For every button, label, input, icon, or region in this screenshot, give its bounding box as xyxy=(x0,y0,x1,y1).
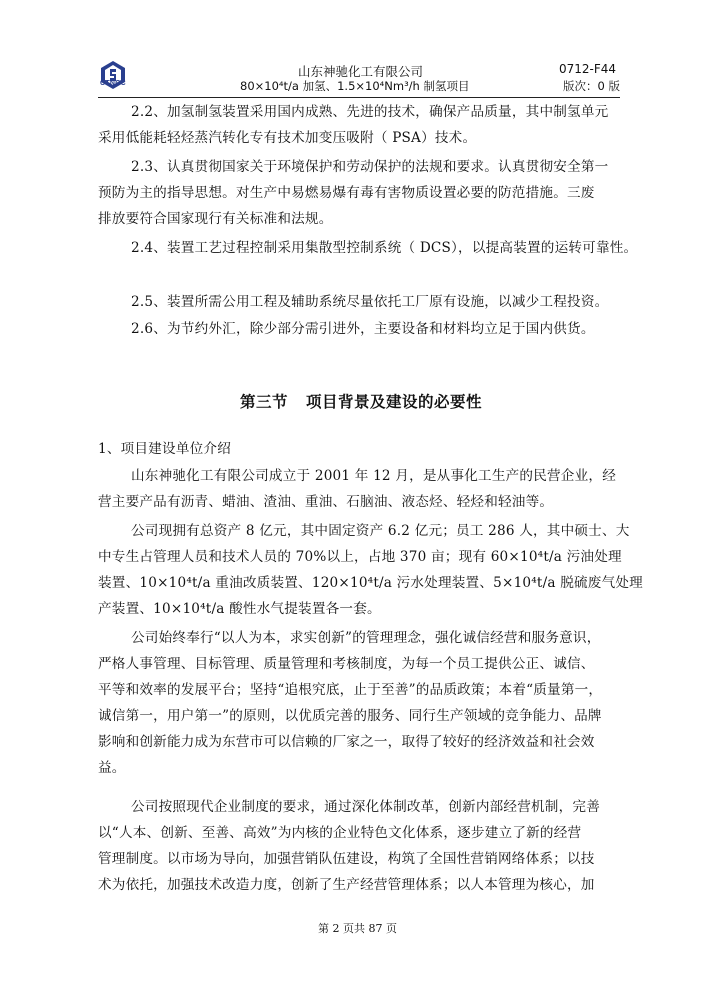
text-line: 预防为主的指导思想。对生产中易燃易爆有毒有害物质设置必要的防范措施。三废 xyxy=(98,185,595,201)
text-line: 公司按照现代企业制度的要求，通过深化体制改革，创新内部经营机制，完善 xyxy=(131,799,600,815)
subheading: 1、项目建设单位介绍 xyxy=(98,441,231,457)
header-doc-code: 0712-F44 xyxy=(558,62,616,76)
text-line: 营主要产品有沥青、蜡油、渣油、重油、石脑油、液态烃、轻烃和轻油等。 xyxy=(98,494,554,510)
text-line: 公司现拥有总资产 8 亿元，其中固定资产 6.2 亿元；员工 286 人，其中硕士、大 xyxy=(131,523,630,539)
header-company: 山东神驰化工有限公司 xyxy=(298,64,424,79)
text-line: 2.6、为节约外汇，除少部分需引进外，主要设备和材料均立足于国内供货。 xyxy=(131,321,595,337)
text-line: 山东神驰化工有限公司成立于 2001 年 12 月，是从事化工生产的民营企业，经 xyxy=(131,468,616,484)
text-line: 装置、10×10⁴t/a 重油改质装置、120×10⁴t/a 污水处理装置、5×10⁴t/a 脱硫废气处理 xyxy=(98,575,643,591)
header-project: 80×10⁴t/a 加氢、1.5×10⁴Nm³/h 制氢项目 xyxy=(240,79,470,93)
text-line: 采用低能耗轻烃蒸汽转化专有技术加变压吸附（ PSA）技术。 xyxy=(98,130,477,146)
company-logo-icon xyxy=(98,56,128,94)
section-heading: 项目背景及建设的必要性 xyxy=(306,393,483,411)
section-title xyxy=(240,390,482,412)
text-line: 以“人本、创新、至善、高效”为内核的企业特色文化体系，逐步建立了新的经营 xyxy=(98,825,582,841)
logo-text: CTNCC xyxy=(100,80,126,87)
text-line: 公司始终奉行“以人为本，求实创新”的管理理念，强化诚信经营和服务意识， xyxy=(131,630,601,646)
page-header xyxy=(98,52,620,98)
text-line: 2.2、加氢制氢装置采用国内成熟、先进的技术，确保产品质量，其中制氢单元 xyxy=(131,104,609,120)
text-line: 2.3、认真贯彻国家关于环境保护和劳动保护的法规和要求。认真贯彻安全第一 xyxy=(131,159,609,175)
text-line: 产装置、10×10⁴t/a 酸性水气提装置各一套。 xyxy=(98,601,381,617)
text-line: 术为依托，加强技术改造力度，创新了生产经营管理体系；以人本管理为核心，加 xyxy=(98,877,595,893)
text-line: 平等和效率的发展平台；坚持“追根究底，止于至善”的品质政策；本着“质量第一， xyxy=(98,682,603,698)
text-line: 影响和创新能力成为东营市可以信赖的厂家之一，取得了较好的经济效益和社会效 xyxy=(98,734,595,750)
section-number: 第三节 xyxy=(240,393,289,411)
text-line: 2.4、装置工艺过程控制采用集散型控制系统（ DCS），以提高装置的运转可靠性。 xyxy=(131,240,638,256)
text-line: 严格人事管理、目标管理、质量管理和考核制度，为每一个员工提供公正、诚信、 xyxy=(98,656,595,672)
header-version: 版次：0 版 xyxy=(563,79,620,93)
text-line: 排放要符合国家现行有关标准和法规。 xyxy=(98,211,333,227)
text-line: 益。 xyxy=(98,760,126,776)
page-footer: 第 2 页共 87 页 xyxy=(318,922,397,935)
text-line: 2.5、装置所需公用工程及辅助系统尽量依托工厂原有设施，以减少工程投资。 xyxy=(131,294,609,310)
text-line: 中专生占管理人员和技术人员的 70%以上，占地 370 亩；现有 60×10⁴t/a 污油处理 xyxy=(98,549,622,565)
text-line: 管理制度。以市场为导向，加强营销队伍建设，构筑了全国性营销网络体系；以技 xyxy=(98,851,595,867)
text-line: 诚信第一，用户第一”的原则，以优质完善的服务、同行生产领域的竞争能力、品牌 xyxy=(98,708,602,724)
